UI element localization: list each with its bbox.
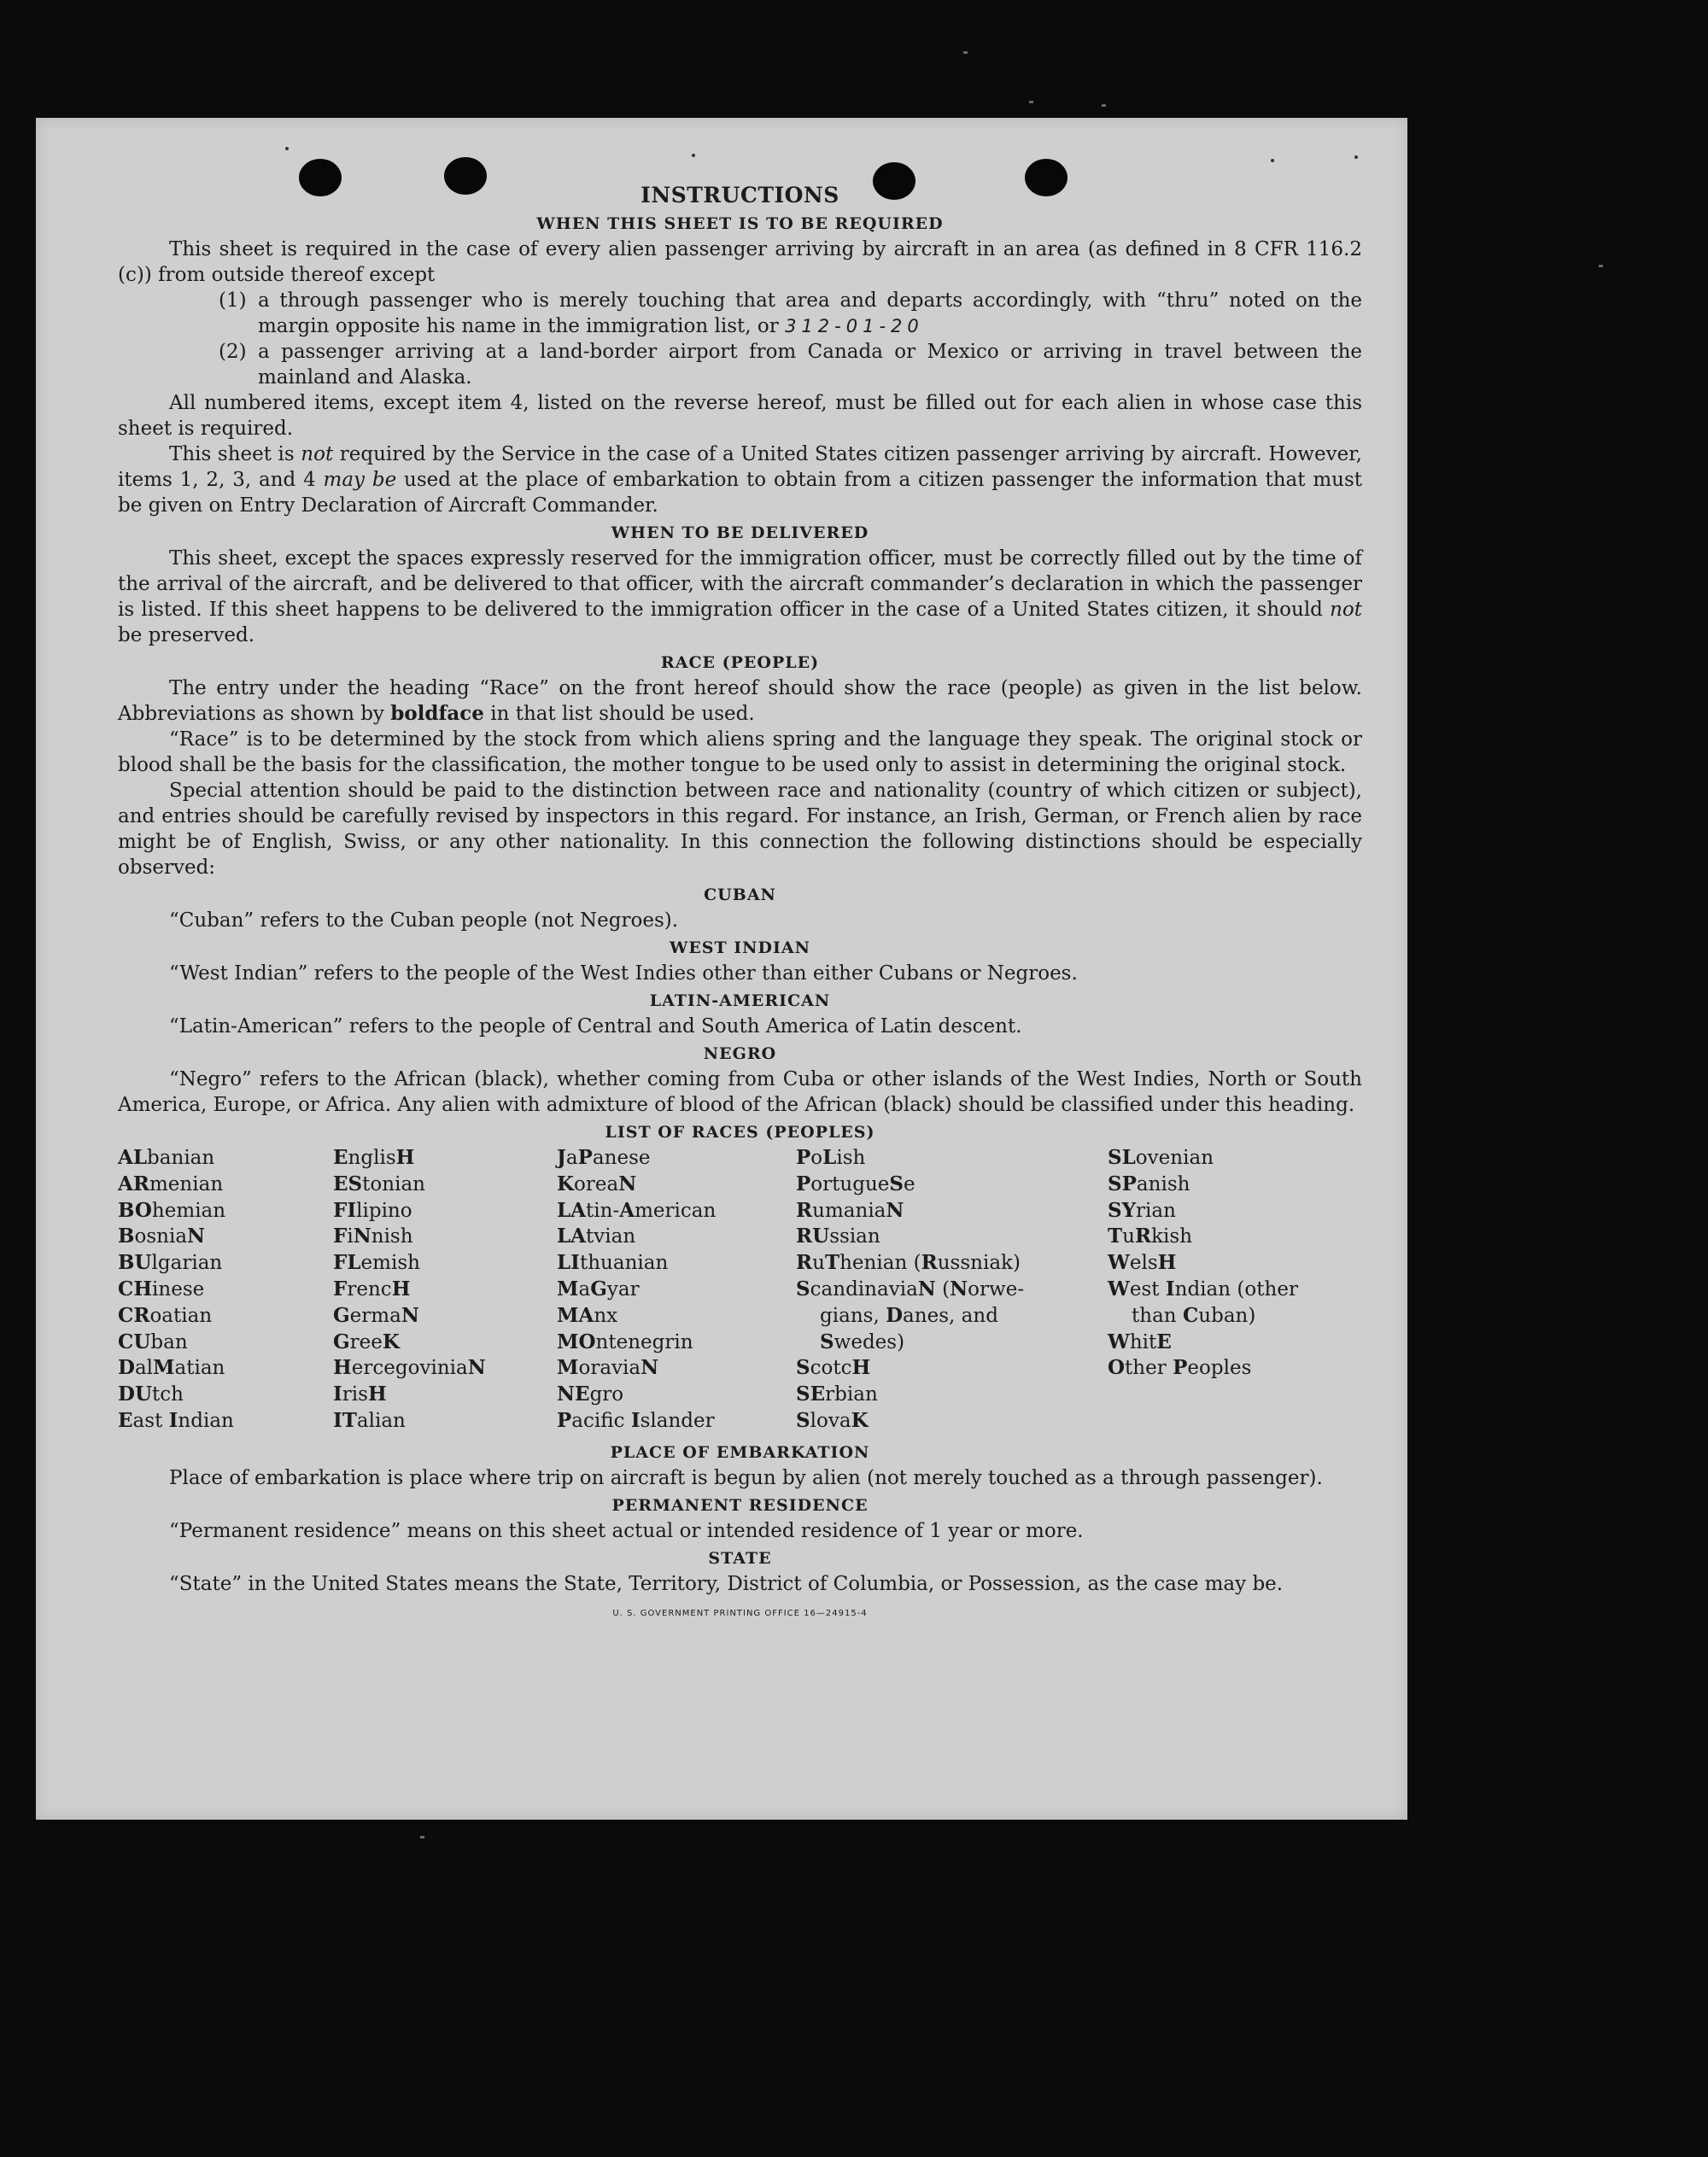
races-list (118, 1145, 1362, 1435)
race-entry: EnglisH (333, 1146, 415, 1169)
race-entry: FLemish (333, 1251, 420, 1275)
heading-when-required: WHEN THIS SHEET IS TO BE REQUIRED (536, 214, 944, 233)
printer-footer: U. S. GOVERNMENT PRINTING OFFICE 16—24915-4 (612, 1608, 868, 1618)
heading-cuban: CUBAN (704, 886, 776, 904)
race-entry: LAtvian (557, 1225, 636, 1248)
race-entry: East Indian (118, 1408, 234, 1432)
paragraph: Special attention should be paid to the distinction between race and nationality (country of which citizen or subject), and entries should be carefully revised by inspectors in this regard. For instance, an Irish, German, or French alien by race might be of English, Swiss, or any other nationality. In this connection the following distinctions should be especially observed: (118, 780, 1362, 879)
list-item (118, 339, 1362, 390)
races-column (1108, 1145, 1355, 1435)
race-entry: MoraviaN (557, 1356, 659, 1380)
race-entry: FIlipino (333, 1198, 412, 1222)
document-sheet (36, 118, 1407, 1820)
item-number: (1) (219, 289, 247, 312)
race-entry: FrencH (333, 1277, 411, 1301)
race-entry: gians, Danes, and (820, 1303, 998, 1327)
paragraph: “Permanent residence” means on this sheet actual or intended residence of 1 year or more. (169, 1519, 1084, 1542)
heading-west-indian: WEST INDIAN (669, 938, 811, 957)
race-entry: FiNnish (333, 1225, 413, 1248)
race-entry: BUlgarian (118, 1251, 223, 1275)
races-column (333, 1145, 557, 1435)
heading-race: RACE (PEOPLE) (660, 653, 820, 672)
race-entry: KoreaN (557, 1172, 637, 1195)
heading-latin-american: LATIN-AMERICAN (649, 991, 831, 1010)
race-entry: BosniaN (118, 1225, 206, 1248)
paragraph: “Cuban” refers to the Cuban people (not Negroes). (169, 909, 679, 932)
race-entry: HercegoviniaN (333, 1356, 486, 1380)
race-entry: MOntenegrin (557, 1330, 693, 1353)
race-entry: BOhemian (118, 1198, 226, 1222)
race-entry: JaPanese (557, 1146, 651, 1169)
race-entry: GreeK (333, 1330, 400, 1353)
race-entry: MaGyar (557, 1277, 640, 1301)
race-entry: LIthuanian (557, 1251, 669, 1275)
races-column (796, 1145, 1108, 1435)
race-entry: Pacifc Islander (557, 1408, 715, 1432)
race-entry: than Cuban) (1132, 1303, 1256, 1327)
paragraph: All numbered items, except item 4, listed on the reverse hereof, must be filled out for each alien in whose case this sheet is required. (118, 392, 1362, 440)
race-entry: RuThenian (Russniak) (796, 1251, 1021, 1275)
heading-negro: NEGRO (703, 1044, 777, 1063)
race-entry: SPanish (1108, 1172, 1190, 1195)
paragraph: This sheet is not required by the Service in the case of a United States citizen passenger arriving by aircraft. However, items 1, 2, 3, and 4 may be used at the place of embarkation to obtain from a citizen passenger the information that must be given on Entry Declaration of Aircraft Commander. (118, 443, 1362, 517)
race-entry: SYrian (1108, 1198, 1176, 1222)
instructions-content (118, 183, 1362, 1618)
paragraph: “Latin-American” refers to the people of Central and South America of Latin descent. (169, 1015, 1022, 1038)
race-entry: CUban (118, 1330, 188, 1353)
race-entry: CHinese (118, 1277, 205, 1301)
race-entry: West Indian (other (1108, 1277, 1298, 1301)
item-text: a passenger arriving at a land-border airport from Canada or Mexico or arriving in travel between the mainland and Alaska. (258, 341, 1362, 389)
heading-permanent-residence: PERMANENT RESIDENCE (611, 1495, 869, 1515)
race-entry: MAnx (557, 1303, 618, 1327)
race-entry: TuRkish (1108, 1225, 1193, 1248)
race-entry: IrisH (333, 1382, 387, 1406)
race-entry: GermaN (333, 1303, 419, 1327)
heading-state: STATE (708, 1548, 772, 1568)
race-entry: Swedes) (820, 1330, 905, 1353)
handwritten-note: 312-01-20 (785, 316, 924, 336)
race-entry: NEgro (557, 1382, 624, 1406)
paragraph: “Negro” refers to the African (black), whether coming from Cuba or other islands of the West Indies, North or South America, Europe, or Africa. Any alien with admixture of blood of the African (black) should be classified under this heading. (118, 1068, 1362, 1116)
paragraph: Place of embarkation is place where trip on aircraft is begun by alien (not merely touched as a through passenger). (169, 1466, 1323, 1489)
race-entry: CRoatian (118, 1303, 213, 1327)
race-entry: ScotcH (796, 1356, 871, 1380)
races-column (557, 1145, 796, 1435)
race-entry: DalMatian (118, 1356, 225, 1380)
heading-list-of-races: LIST OF RACES (PEOPLES) (605, 1123, 875, 1142)
race-entry: ITalian (333, 1408, 406, 1432)
paragraph: “State” in the United States means the State, Territory, District of Columbia, or Possession, as the case may be. (169, 1572, 1284, 1595)
heading-when-delivered: WHEN TO BE DELIVERED (611, 523, 869, 542)
race-entry: SlovaK (796, 1408, 869, 1432)
race-entry: WelsH (1108, 1251, 1177, 1275)
item-number: (2) (219, 341, 247, 363)
page-title: INSTRUCTIONS (640, 183, 839, 208)
race-entry: SLovenian (1108, 1146, 1214, 1169)
race-entry: ARmenian (118, 1172, 224, 1195)
race-entry: Other Peoples (1108, 1356, 1252, 1380)
race-entry: EStonian (333, 1172, 425, 1195)
race-entry: RUssian (796, 1225, 880, 1248)
item-text-printed: a through passenger who is merely touching that area and departs accordingly, with “thru” noted on the margin opposite his name in the immigration list, or (258, 289, 1362, 337)
item-text (258, 288, 1362, 339)
paragraph: The entry under the heading “Race” on the front hereof should show the race (people) as given in the list below. Abbreviations as shown by boldface in that list should be used. (118, 677, 1362, 725)
race-entry: LAtin-American (557, 1198, 717, 1222)
paragraph: This sheet, except the spaces expressly reserved for the immigration officer, must be correctly filled out by the time of the arrival of the aircraft, and be delivered to that officer, with the aircraft commander’s declaration in which the passenger is listed. If this sheet happens to be delivered to the immigration officer in the case of a United States citizen, it should not be preserved. (118, 547, 1362, 646)
races-column (118, 1145, 333, 1435)
race-entry: SErbian (796, 1382, 878, 1406)
race-entry: PoLish (796, 1146, 866, 1169)
race-entry: RumaniaN (796, 1198, 904, 1222)
race-entry: ScandinaviaN (Norwe- (796, 1277, 1025, 1301)
heading-embarkation: PLACE OF EMBARKATION (610, 1442, 870, 1462)
paragraph: This sheet is required in the case of every alien passenger arriving by aircraft in an area (as defined in 8 CFR 116.2 (c)) from outside thereof except (118, 238, 1362, 286)
paragraph: “West Indian” refers to the people of the West Indies other than either Cubans or Negroes. (169, 962, 1078, 985)
race-entry: PortugueSe (796, 1172, 915, 1195)
race-entry: DUtch (118, 1382, 184, 1406)
race-entry: ALbanian (118, 1146, 215, 1169)
race-entry: WhitE (1108, 1330, 1172, 1353)
paragraph: “Race” is to be determined by the stock from which aliens spring and the language they speak. The original stock or blood shall be the basis for the classification, the mother tongue to be used only to assist in determining the original stock. (118, 728, 1362, 776)
list-item (118, 288, 1362, 339)
